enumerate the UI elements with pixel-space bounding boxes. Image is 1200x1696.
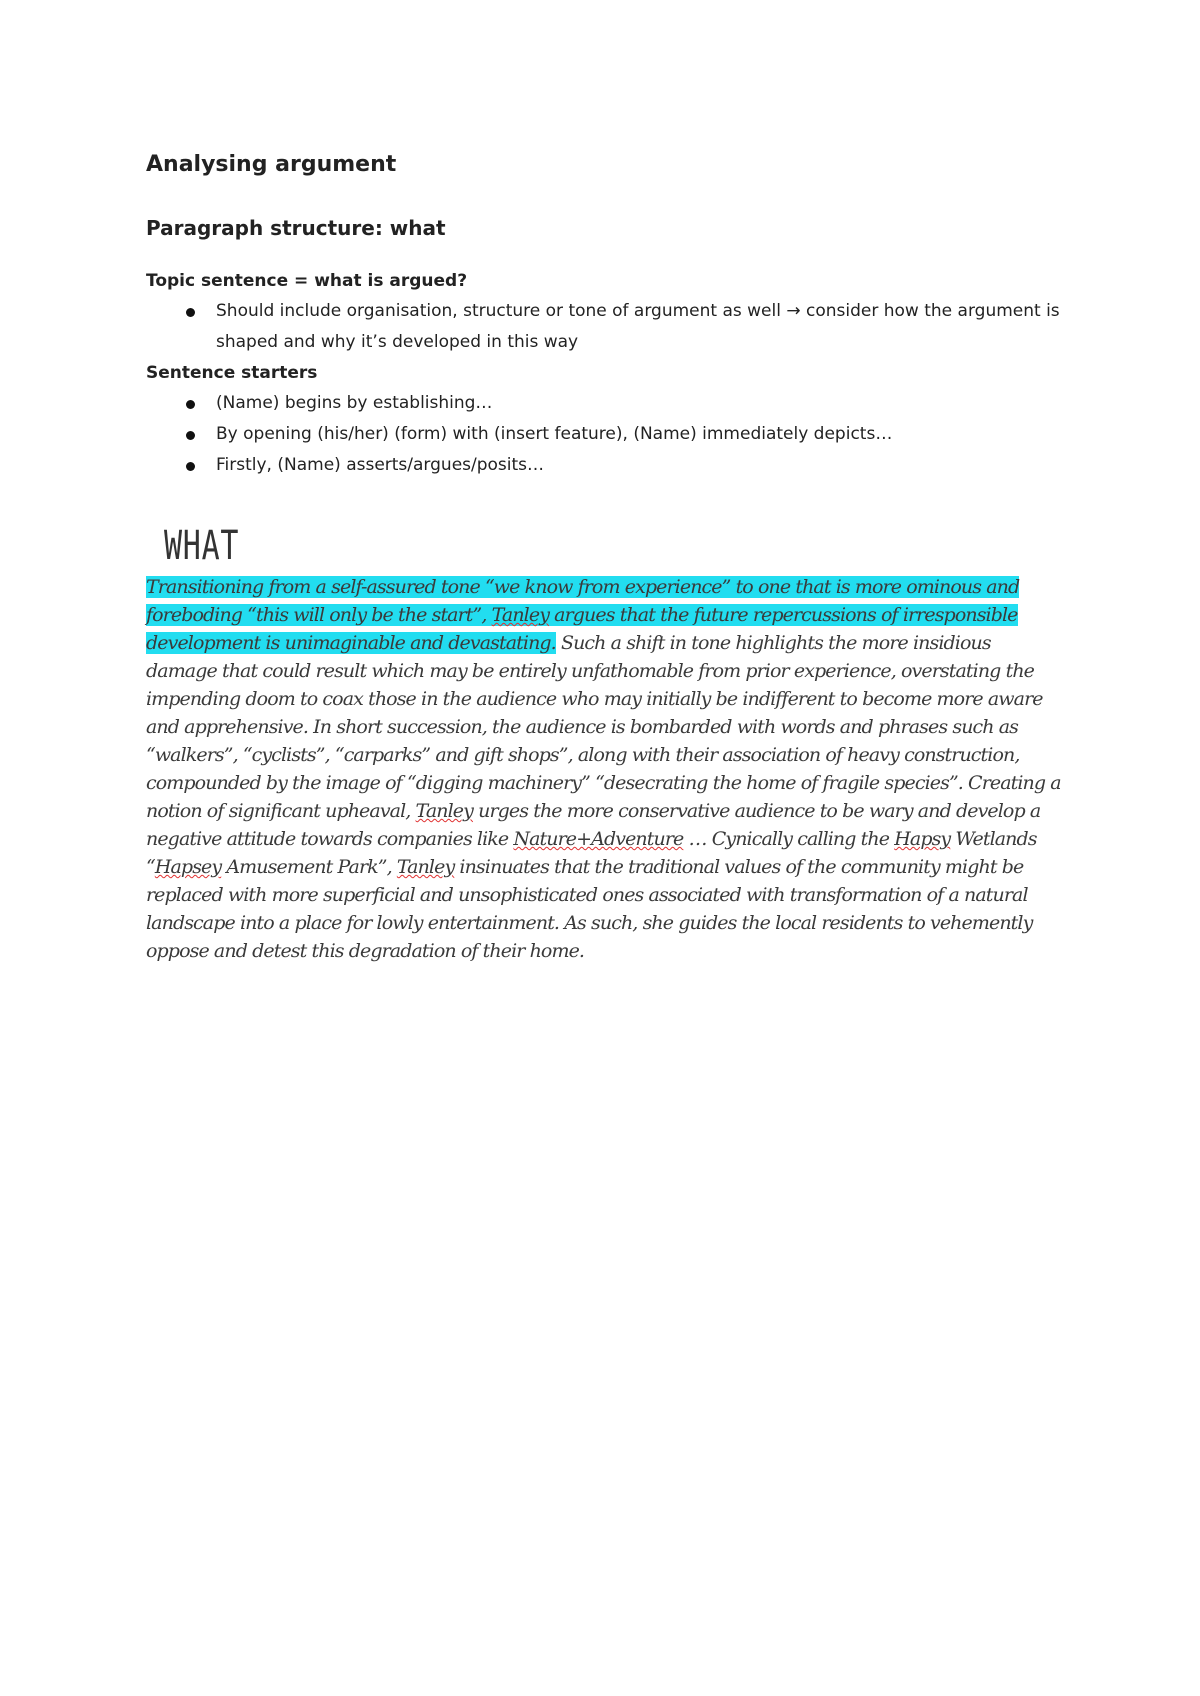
starter-bullet-item: By opening (his/her) (form) with (insert feature), (Name) immediately depicts… bbox=[186, 419, 1066, 450]
paragraph-segment: insinuates that the traditional values of the community might be replaced with more superficial and unsophisticated ones associated with transformation of a natural landscape into a place for lowly entertainment. As such, she guides the local residents to vehemently oppose and detest this degradation of their home. bbox=[146, 856, 1033, 962]
misspelled-word: Nature+Adventure bbox=[513, 828, 684, 850]
misspelled-word: Hapsy bbox=[894, 828, 951, 850]
starter-bullet-item: (Name) begins by establishing… bbox=[186, 388, 1066, 419]
misspelled-word: Tanley bbox=[396, 856, 455, 878]
misspelled-word: Tanley bbox=[415, 800, 473, 822]
misspelled-word: Hapsey bbox=[154, 856, 222, 878]
page-subtitle: Paragraph structure: what bbox=[146, 216, 446, 240]
paragraph-segment: Transitioning from a self-assured tone “we know from experience” to one that is more ominous and foreboding “this will only be the start”, bbox=[146, 576, 1020, 626]
paragraph-segment: Amusement Park”, bbox=[221, 856, 397, 878]
misspelled-word: Tanley bbox=[491, 604, 550, 626]
sentence-starters-heading: Sentence starters bbox=[146, 363, 318, 383]
starter-bullet-item: Firstly, (Name) asserts/argues/posits… bbox=[186, 450, 1066, 481]
paragraph-segment: urges the more conservative audience to be wary and develop a negative attitude towards companies like bbox=[146, 800, 1041, 850]
paragraph-segment: argues that the future repercussions of irresponsible development is unimaginable and devastating. bbox=[146, 604, 1018, 654]
topic-sentence-heading: Topic sentence = what is argued? bbox=[146, 271, 468, 291]
paragraph-segment: Wetlands “ bbox=[146, 828, 1037, 878]
handwritten-what-heading: WHAT bbox=[164, 523, 240, 569]
handwritten-paragraph bbox=[146, 573, 1066, 965]
paragraph-segment: … Cynically calling the bbox=[683, 828, 895, 850]
paragraph-segment: Such a shift in tone highlights the more insidious damage that could result which may be entirely unfathomable from prior experience, overstating the impending doom to coax those in the audience who may initially be indifferent to become more aware and apprehensive. In short succession, the audience is bombarded with words and phrases such as “walkers”, “cyclists”, “carparks” and gift shops”, along with their association of heavy construction, compounded by the image of “digging machinery” “desecrating the home of fragile species”. Creating a notion of significant upheaval, bbox=[146, 632, 1061, 822]
topic-bullet-list bbox=[146, 296, 1066, 358]
starters-bullet-list bbox=[146, 388, 1066, 481]
topic-bullet-item: Should include organisation, structure or tone of argument as well → consider how the argument is shaped and why it’s developed in this way bbox=[186, 296, 1066, 358]
page-title: Analysing argument bbox=[146, 152, 397, 177]
document-content bbox=[146, 148, 1066, 965]
